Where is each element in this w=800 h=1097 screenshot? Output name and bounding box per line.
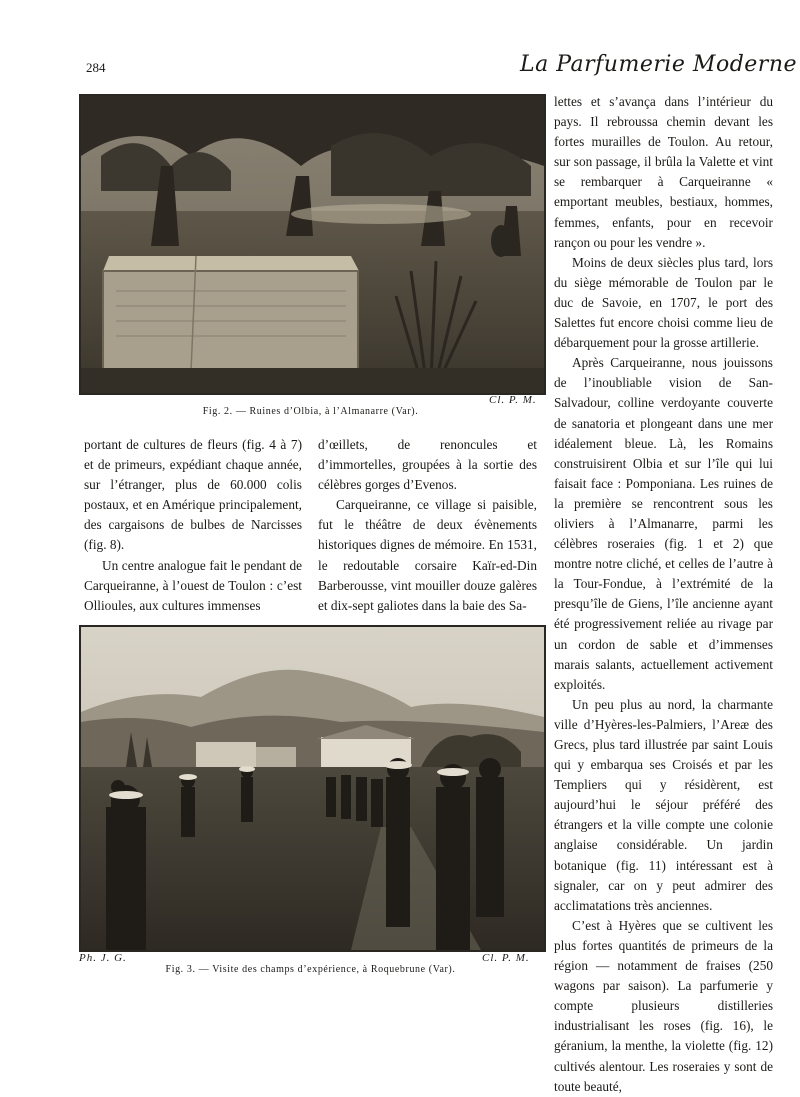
paragraph: lettes et s’avança dans l’intérieur du pays. Il rebroussa chemin devant les fortes murailles de Toulon. Au retour, sur son passage, il brûla la Valette et vint se rembarquer à Carqueiranne « emportant meubles, bestiaux, hommes, femmes, enfants, pour en recevoir rançon ou pour les vendre ». bbox=[554, 94, 773, 250]
figure2-credit: Cl. P. M. bbox=[489, 394, 537, 406]
column-middle bbox=[318, 435, 537, 616]
photo-field-visit-image bbox=[81, 627, 544, 950]
paragraph: Après Carqueiranne, nous jouissons de l’inoubliable vision de San-Salvadour, colline verdoyante couverte de sanatoria et plongeant dans une mer idéalement bleue. Là, les Romains construisirent Olbia et sur l’île qui lui faisait face : Pomponiana. Les ruines de la première se rencontrent sous les oliviers à l’Almanarre, parmi les célèbres roseraies (fig. 1 et 2) que montre notre cliché, et celles de l’autre à la Tour-Fondue, à l’extrémité de la presqu’île de Giens, l’île ancienne ayant été progressivement reliée au rivage par un cordon de sable et d’immenses marais salants, actuellement activement exploités. bbox=[554, 355, 773, 692]
paragraph: d’œillets, de renoncules et d’immortelles, groupées à la sortie des célèbres gorges d’Evenos. bbox=[318, 437, 537, 493]
paragraph: Moins de deux siècles plus tard, lors du siège mémorable de Toulon par le duc de Savoie, en 1707, le port des Salettes fut encore choisi comme lieu de débarquement pour la grosse artillerie. bbox=[554, 254, 773, 351]
column-left bbox=[84, 435, 302, 616]
paragraph: Carqueiranne, ce village si paisible, fut le théâtre de deux évènements historiques dignes de mémoire. En 1531, le redoutable corsaire Kaïr-ed-Din Barberousse, vint mouiller douze galères et dix-sept galiotes dans la baie des Sa- bbox=[318, 497, 537, 613]
figure3-credit-right: Cl. P. M. bbox=[482, 952, 530, 964]
photo-field-visit bbox=[79, 625, 546, 952]
photo-ruins-olbia-image bbox=[81, 96, 544, 393]
paragraph: C’est à Hyères que se cultivent les plus fortes quantités de primeurs de la région — notamment de fraises (250 wagons par saison). La parfumerie y compte plusieurs distilleries industrialisant les roses (fig. 16), le géranium, la menthe, la violette (fig. 12) cultivés alentour. Les roseraies y sont de toute beauté, bbox=[554, 917, 773, 1094]
figure2-caption: Fig. 2. — Ruines d’Olbia, à l’Almanarre (Var). bbox=[202, 406, 419, 417]
column-right bbox=[554, 92, 773, 1097]
figure3-caption: Fig. 3. — Visite des champs d’expérience, à Roquebrune (Var). bbox=[165, 964, 456, 975]
photo-ruins-olbia bbox=[79, 94, 546, 395]
paragraph: portant de cultures de fleurs (fig. 4 à 7) et de primeurs, expédiant chaque année, sur l’étranger, plus de 60.000 colis postaux, et en Amérique principalement, des cargaisons de bulbes de Narcisses (fig. 8). bbox=[84, 437, 302, 553]
page-number: 284 bbox=[86, 60, 106, 75]
figure3-credit-left: Ph. J. G. bbox=[79, 952, 127, 964]
paragraph: Un peu plus au nord, la charmante ville d’Hyères-les-Palmiers, l’Areæ des Grecs, plus tard illustrée par saint Louis qui y embarqua ses Croisés et par les Templiers qui y résidèrent, est aujourd’hui le séjour préféré des étrangers et la ville compte une colonie anglaise considérable. Un jardin botanique (fig. 11) intéressant est à signaler, car on y peut admirer des acclimatations très anciennes. bbox=[554, 696, 773, 913]
journal-title: La Parfumerie Moderne bbox=[520, 52, 798, 77]
paragraph: Un centre analogue fait le pendant de Carqueiranne, à l’ouest de Toulon : c’est Ollioules, aux cultures immenses bbox=[84, 557, 302, 613]
